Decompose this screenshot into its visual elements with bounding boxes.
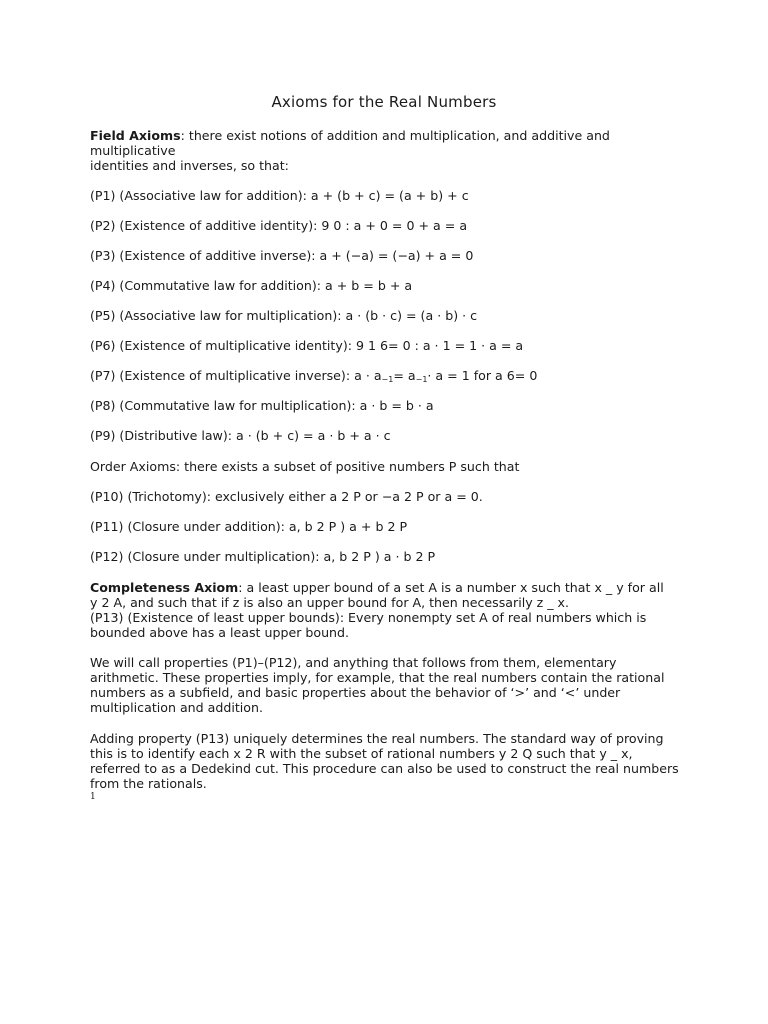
- paragraph-1-line-3: numbers as a subfield, and basic properties about the behavior of ‘>’ and ‘<’ under: [90, 685, 621, 700]
- field-axioms-text-3: identities and inverses, so that:: [90, 158, 289, 173]
- paragraph-1-line-2: arithmetic. These properties imply, for example, that the real numbers contain the rational: [90, 670, 665, 685]
- dedekind-paragraph: [90, 731, 690, 791]
- completeness-text-1: : a least upper bound of a set A is a number x such that x _ y for all: [238, 580, 664, 595]
- order-axioms-intro: Order Axioms: there exists a subset of positive numbers P such that: [90, 459, 520, 474]
- axiom-p12: (P12) (Closure under multiplication): a, b 2 P ) a · b 2 P: [90, 549, 436, 564]
- paragraph-2-line-2: this is to identify each x 2 R with the subset of rational numbers y 2 Q such that y _ x,: [90, 746, 633, 761]
- axiom-p5: (P5) (Associative law for multiplication): a · (b · c) = (a · b) · c: [90, 308, 478, 323]
- axiom-p11: (P11) (Closure under addition): a, b 2 P ) a + b 2 P: [90, 519, 408, 534]
- completeness-text-3: (P13) (Existence of least upper bounds): Every nonempty set A of real numbers which is: [90, 610, 647, 625]
- field-axioms-heading: Field Axioms: [90, 128, 181, 143]
- axiom-p10: (P10) (Trichotomy): exclusively either a 2 P or −a 2 P or a = 0.: [90, 489, 483, 504]
- paragraph-2-line-3: referred to as a Dedekind cut. This procedure can also be used to construct the real numbers: [90, 761, 679, 776]
- axiom-p7-part-c: · a = 1 for a 6= 0: [427, 368, 538, 383]
- axiom-p2: (P2) (Existence of additive identity): 9 0 : a + 0 = 0 + a = a: [90, 218, 468, 233]
- paragraph-1-line-4: multiplication and addition.: [90, 700, 263, 715]
- axiom-p7-part-b: = a: [393, 368, 416, 383]
- field-axioms-intro: [90, 128, 690, 173]
- page-title: Axioms for the Real Numbers: [271, 93, 497, 111]
- paragraph-1-line-1: We will call properties (P1)–(P12), and anything that follows from them, elementary: [90, 655, 617, 670]
- completeness-axiom-heading: Completeness Axiom: [90, 580, 239, 595]
- axiom-p7: [90, 368, 690, 387]
- axiom-p8: (P8) (Commutative law for multiplication): a · b = b · a: [90, 398, 434, 413]
- completeness-text-2: y 2 A, and such that if z is also an upper bound for A, then necessarily z _ x.: [90, 595, 570, 610]
- field-axioms-text-1: : there exist notions of addition and multiplication, and additive and: [180, 128, 610, 143]
- field-axioms-text-2: multiplicative: [90, 143, 176, 158]
- axiom-p7-superscript-2: −1: [415, 375, 428, 384]
- footnote-marker: 1: [90, 792, 96, 802]
- axiom-p1: (P1) (Associative law for addition): a + (b + c) = (a + b) + c: [90, 188, 469, 203]
- axiom-p7-superscript-1: −1: [381, 375, 394, 384]
- axiom-p9: (P9) (Distributive law): a · (b + c) = a · b + a · c: [90, 428, 391, 443]
- completeness-axiom: [90, 580, 690, 640]
- axiom-p4: (P4) (Commutative law for addition): a + b = b + a: [90, 278, 413, 293]
- axiom-p6: (P6) (Existence of multiplicative identity): 9 1 6= 0 : a · 1 = 1 · a = a: [90, 338, 524, 353]
- elementary-arithmetic-paragraph: [90, 655, 690, 715]
- paragraph-2-line-1: Adding property (P13) uniquely determines the real numbers. The standard way of proving: [90, 731, 664, 746]
- paragraph-2-line-4: from the rationals.: [90, 776, 207, 791]
- completeness-text-4: bounded above has a least upper bound.: [90, 625, 350, 640]
- axiom-p7-part-a: (P7) (Existence of multiplicative inverse): a · a: [90, 368, 382, 383]
- axiom-p3: (P3) (Existence of additive inverse): a + (−a) = (−a) + a = 0: [90, 248, 474, 263]
